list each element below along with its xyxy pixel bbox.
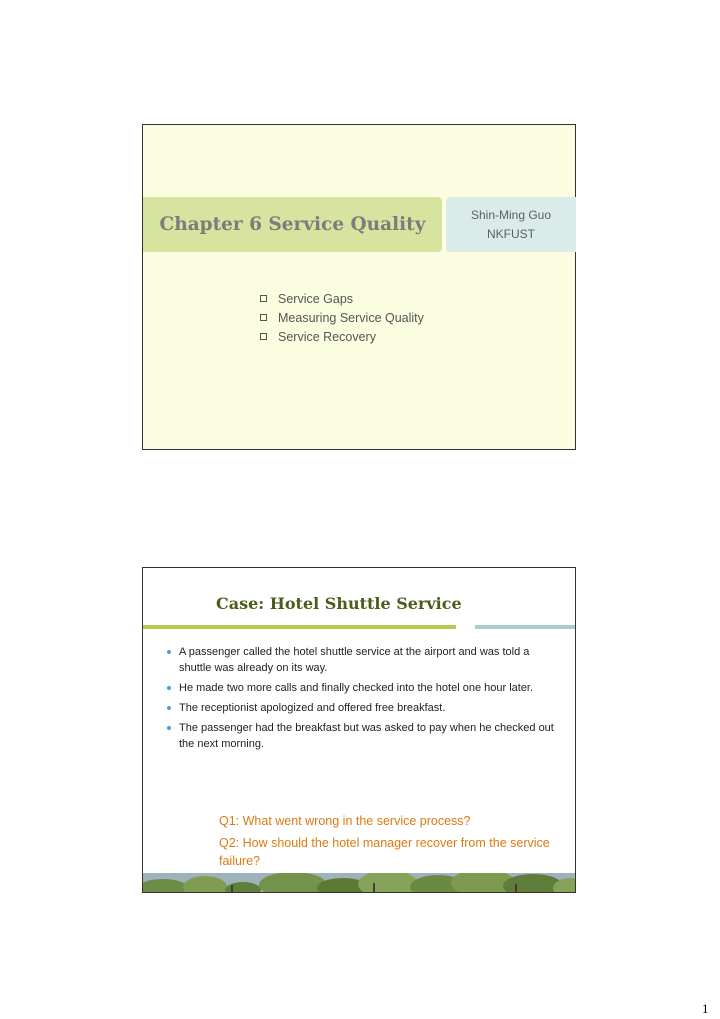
case-bullet — [167, 700, 557, 716]
outline-list — [260, 289, 424, 346]
outline-item-label: Service Recovery — [278, 329, 376, 344]
author-affiliation: NKFUST — [487, 226, 535, 241]
outline-item — [260, 289, 424, 308]
page-number: 1 — [702, 1001, 709, 1016]
case-bullet-text: The receptionist apologized and offered free breakfast. — [179, 702, 446, 714]
outline-item — [260, 308, 424, 327]
outline-item-label: Service Gaps — [278, 291, 354, 306]
question-block — [219, 812, 559, 874]
divider-green — [143, 625, 456, 629]
question-2: Q2: How should the hotel manager recover from the service failure? — [219, 836, 550, 868]
outline-item-label: Measuring Service Quality — [278, 310, 424, 325]
question-1: Q1: What went wrong in the service process? — [219, 814, 471, 828]
square-bullet-icon — [260, 333, 267, 340]
author-band — [446, 197, 576, 252]
slide-title — [142, 124, 576, 450]
slide-case — [142, 567, 576, 893]
divider-blue — [475, 625, 576, 629]
tree-photo-strip — [143, 873, 576, 892]
tree-canopy-image — [143, 873, 576, 892]
author-name: Shin-Ming Guo — [470, 207, 552, 222]
case-title: Case: Hotel Shuttle Service — [216, 594, 462, 613]
case-bullet — [167, 644, 557, 676]
square-bullet-icon — [260, 295, 267, 302]
case-bullet-text: The passenger had the breakfast but was asked to pay when he checked out the next morning. — [179, 722, 554, 750]
bullet-dot-icon — [167, 706, 171, 710]
case-bullet — [167, 680, 557, 696]
slide-title-text: Chapter 6 Service Quality — [159, 214, 426, 235]
title-band — [143, 197, 442, 252]
case-bullet — [167, 720, 557, 752]
bullet-dot-icon — [167, 650, 171, 654]
square-bullet-icon — [260, 314, 267, 321]
case-bullet-text: He made two more calls and finally checked into the hotel one hour later. — [179, 682, 534, 694]
bullet-dot-icon — [167, 726, 171, 730]
outline-item — [260, 327, 424, 346]
bullet-dot-icon — [167, 686, 171, 690]
case-bullet-text: A passenger called the hotel shuttle service at the airport and was told a shuttle was already on its way. — [179, 646, 530, 674]
case-bullet-list — [167, 644, 557, 756]
